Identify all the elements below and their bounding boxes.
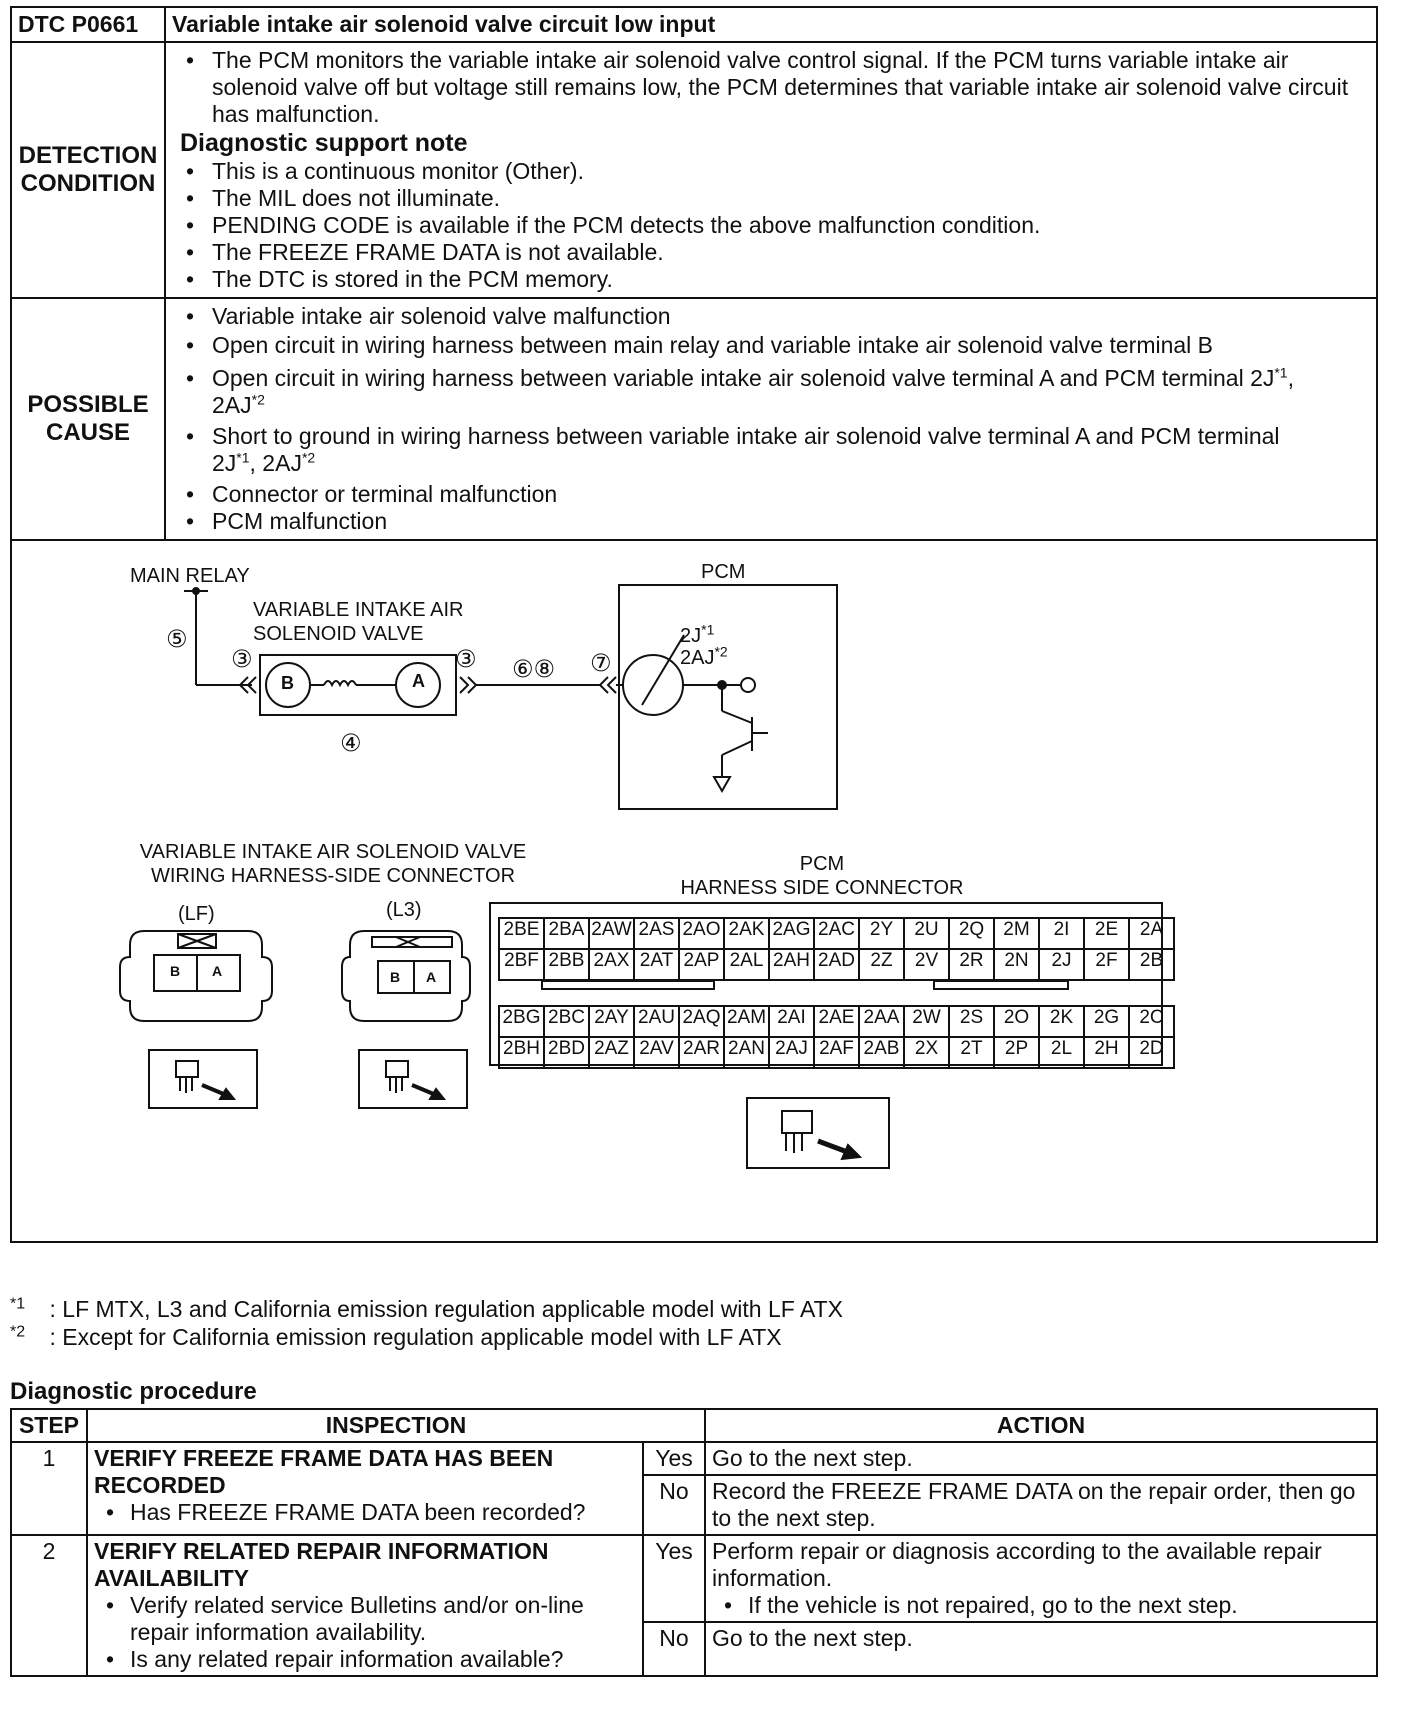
pcm-pin-cell: 2L (1039, 1037, 1084, 1068)
detection-label: DETECTION CONDITION (11, 42, 165, 298)
pcm-pin-cell: 2Q (949, 918, 994, 949)
pcm-pin-cell: 2AU (634, 1006, 679, 1037)
note-item: • The MIL does not illuminate. (180, 185, 1368, 212)
header-inspection: INSPECTION (87, 1409, 705, 1442)
pcm-pin-cell: 2AV (634, 1037, 679, 1068)
wiring-diagram-cell (11, 540, 1377, 1242)
circled-number: ③ (455, 645, 477, 673)
pcm-pin-cell: 2B (1129, 949, 1174, 980)
header-step: STEP (11, 1409, 87, 1442)
pcm-pin-cell: 2AS (634, 918, 679, 949)
pcm-pin-cell: 2AX (589, 949, 634, 980)
pcm-pin-cell: 2K (1039, 1006, 1084, 1037)
pcm-terminal-2j: $2J^{*1}$ (680, 621, 715, 647)
pcm-pin-cell: 2AN (724, 1037, 769, 1068)
pcm-pin-cell: 2AI (769, 1006, 814, 1037)
pcm-pin-cell: 2AB (859, 1037, 904, 1068)
pcm-pin-cell: 2AP (679, 949, 724, 980)
note-item: • The FREEZE FRAME DATA is not available. (180, 239, 1368, 266)
connector-view-icon (148, 1049, 258, 1109)
header-action: ACTION (705, 1409, 1377, 1442)
pcm-pin-cell: 2S (949, 1006, 994, 1037)
pcm-pin-cell: 2N (994, 949, 1039, 980)
main-relay-label: MAIN RELAY (130, 565, 250, 587)
pcm-pin-cell: 2AT (634, 949, 679, 980)
pcm-pin-cell: 2AM (724, 1006, 769, 1037)
circled-number: ③ (231, 645, 253, 673)
pcm-pin-cell: 2Z (859, 949, 904, 980)
lf-label: (LF) (178, 903, 215, 925)
l3-terminal-a: A (426, 969, 437, 985)
action-yes: Perform repair or diagnosis according to the available repair information. • If the vehicle is not repaired, go to the next step. (705, 1535, 1377, 1622)
pcm-pin-cell: 2AD (814, 949, 859, 980)
connector-view-icon (358, 1049, 468, 1109)
action-no: Go to the next step. (705, 1622, 1377, 1676)
pcm-pin-cell: 2J (1039, 949, 1084, 980)
circled-number: ⑦ (590, 649, 612, 677)
dtc-table (10, 6, 1378, 1243)
step-inspection: VERIFY RELATED REPAIR INFORMATION AVAILABILITY • Verify related service Bulletins and/or on-line repair information availability. • Is any related repair information available? (87, 1535, 643, 1676)
pcm-pin-cell: 2AE (814, 1006, 859, 1037)
pcm-pin-cell: 2BE (499, 918, 544, 949)
action-no: Record the FREEZE FRAME DATA on the repair order, then go to the next step. (705, 1475, 1377, 1535)
lf-terminal-b: B (170, 963, 181, 979)
cause-content (165, 298, 1377, 540)
pcm-pin-cell: 2BD (544, 1037, 589, 1068)
connector-view-icon (746, 1097, 890, 1169)
circled-number: ⑥⑧ (512, 655, 556, 683)
circled-number: ④ (340, 729, 362, 757)
cause-item: • Short to ground in wiring harness between variable intake air solenoid valve terminal A and PCM terminal $2J^{*1}$, 2AJ$^{*2}$ (180, 423, 1368, 477)
pcm-terminal-2aj: 2AJ$^{*2}$ (680, 643, 728, 669)
dtc-code: DTC P0661 (11, 7, 165, 42)
valve-label-1: VARIABLE INTAKE AIR (253, 599, 464, 621)
pcm-pin-cell: 2X (904, 1037, 949, 1068)
cause-list (166, 299, 1376, 539)
answer-no: No (643, 1475, 705, 1535)
footnote-2: $^{*2}$ : Except for California emission regulation applicable model with LF ATX (10, 1323, 782, 1350)
action-yes: Go to the next step. (705, 1442, 1377, 1475)
valve-connector-title-2: WIRING HARNESS-SIDE CONNECTOR (150, 865, 516, 887)
pcm-pin-cell: 2AC (814, 918, 859, 949)
cause-item: • Open circuit in wiring harness between variable intake air solenoid valve terminal A and PCM terminal $2J^{*1}$, 2AJ$^{*2}$ (180, 365, 1368, 419)
pcm-pin-cell: 2AG (769, 918, 814, 949)
pcm-pin-cell: 2AK (724, 918, 769, 949)
pcm-pin-cell: 2U (904, 918, 949, 949)
pcm-pin-cell: 2AZ (589, 1037, 634, 1068)
step-number: 2 (11, 1535, 87, 1676)
terminal-b-label: B (281, 673, 294, 693)
note-item: • PENDING CODE is available if the PCM detects the above malfunction condition. (180, 212, 1368, 239)
pcm-connector-title-1: PCM (799, 853, 845, 875)
pcm-pin-cell: 2AF (814, 1037, 859, 1068)
cause-label: POSSIBLE CAUSE (11, 298, 165, 540)
note-item: • The DTC is stored in the PCM memory. (180, 266, 1368, 293)
note-list (166, 158, 1376, 297)
note-title: Diagnostic support note (180, 129, 468, 157)
pcm-pin-cell: 2AR (679, 1037, 724, 1068)
circled-number: ⑤ (166, 625, 188, 653)
pcm-pin-cell: 2AJ (769, 1037, 814, 1068)
l3-terminal-b: B (390, 969, 401, 985)
pcm-pin-cell: 2BG (499, 1006, 544, 1037)
pcm-pin-cell: 2G (1084, 1006, 1129, 1037)
pcm-pin-cell: 2E (1084, 918, 1129, 949)
pcm-pin-cell: 2BA (544, 918, 589, 949)
pcm-pin-cell: 2H (1084, 1037, 1129, 1068)
terminal-a-label: A (412, 671, 425, 691)
pcm-pin-cell: 2BC (544, 1006, 589, 1037)
cause-item: • Connector or terminal malfunction (180, 481, 1368, 508)
pcm-pin-cell: 2O (994, 1006, 1039, 1037)
detection-content (165, 42, 1377, 298)
detection-intro: • The PCM monitors the variable intake air solenoid valve control signal. If the PCM turns variable intake air solenoid valve off but voltage still remains low, the PCM determines that variable intake air solenoid valve circuit has malfunction. (180, 47, 1368, 128)
footnote-1: $^{*1}$ : LF MTX, L3 and California emission regulation applicable model with LF ATX (10, 1295, 843, 1322)
procedure-title: Diagnostic procedure (10, 1378, 257, 1405)
pcm-connector-grid-lower (498, 1005, 1175, 1069)
pcm-pin-cell: 2BF (499, 949, 544, 980)
pcm-pin-cell: 2BB (544, 949, 589, 980)
pcm-pin-cell: 2AO (679, 918, 724, 949)
answer-yes: Yes (643, 1442, 705, 1475)
pcm-pin-cell: 2AY (589, 1006, 634, 1037)
pcm-pin-cell: 2I (1039, 918, 1084, 949)
pcm-label: PCM (701, 561, 746, 583)
pcm-pin-cell: 2M (994, 918, 1039, 949)
pcm-pin-cell: 2AH (769, 949, 814, 980)
l3-label: (L3) (386, 899, 422, 921)
pcm-pin-cell: 2F (1084, 949, 1129, 980)
pcm-pin-cell: 2Y (859, 918, 904, 949)
dtc-title: Variable intake air solenoid valve circuit low input (165, 7, 1377, 42)
pcm-pin-cell: 2V (904, 949, 949, 980)
pcm-pin-cell: 2AA (859, 1006, 904, 1037)
note-item: • This is a continuous monitor (Other). (180, 158, 1368, 185)
pcm-pin-cell: 2AW (589, 918, 634, 949)
valve-connector-title-1: VARIABLE INTAKE AIR SOLENOID VALVE (139, 841, 527, 863)
valve-label-2: SOLENOID VALVE (253, 623, 424, 645)
pcm-pin-cell: 2T (949, 1037, 994, 1068)
pcm-pin-cell: 2AQ (679, 1006, 724, 1037)
cause-item: • Open circuit in wiring harness between main relay and variable intake air solenoid valve terminal B (180, 332, 1368, 359)
procedure-table (10, 1408, 1378, 1677)
pcm-pin-cell: 2AL (724, 949, 769, 980)
step-number: 1 (11, 1442, 87, 1535)
cause-item: • PCM malfunction (180, 508, 1368, 535)
pcm-pin-cell: 2W (904, 1006, 949, 1037)
pcm-pin-cell: 2R (949, 949, 994, 980)
pcm-connector-title-2: HARNESS SIDE CONNECTOR (680, 877, 964, 899)
lf-terminal-a: A (212, 963, 223, 979)
pcm-pin-cell: 2P (994, 1037, 1039, 1068)
cause-item: • Variable intake air solenoid valve malfunction (180, 303, 1368, 330)
answer-yes: Yes (643, 1535, 705, 1622)
pcm-pin-cell: 2D (1129, 1037, 1174, 1068)
pcm-pin-cell: 2BH (499, 1037, 544, 1068)
pcm-connector-grid-upper (498, 917, 1175, 981)
answer-no: No (643, 1622, 705, 1676)
pcm-pin-cell: 2C (1129, 1006, 1174, 1037)
pcm-pin-cell: 2A (1129, 918, 1174, 949)
step-inspection: VERIFY FREEZE FRAME DATA HAS BEEN RECORDED • Has FREEZE FRAME DATA been recorded? (87, 1442, 643, 1535)
